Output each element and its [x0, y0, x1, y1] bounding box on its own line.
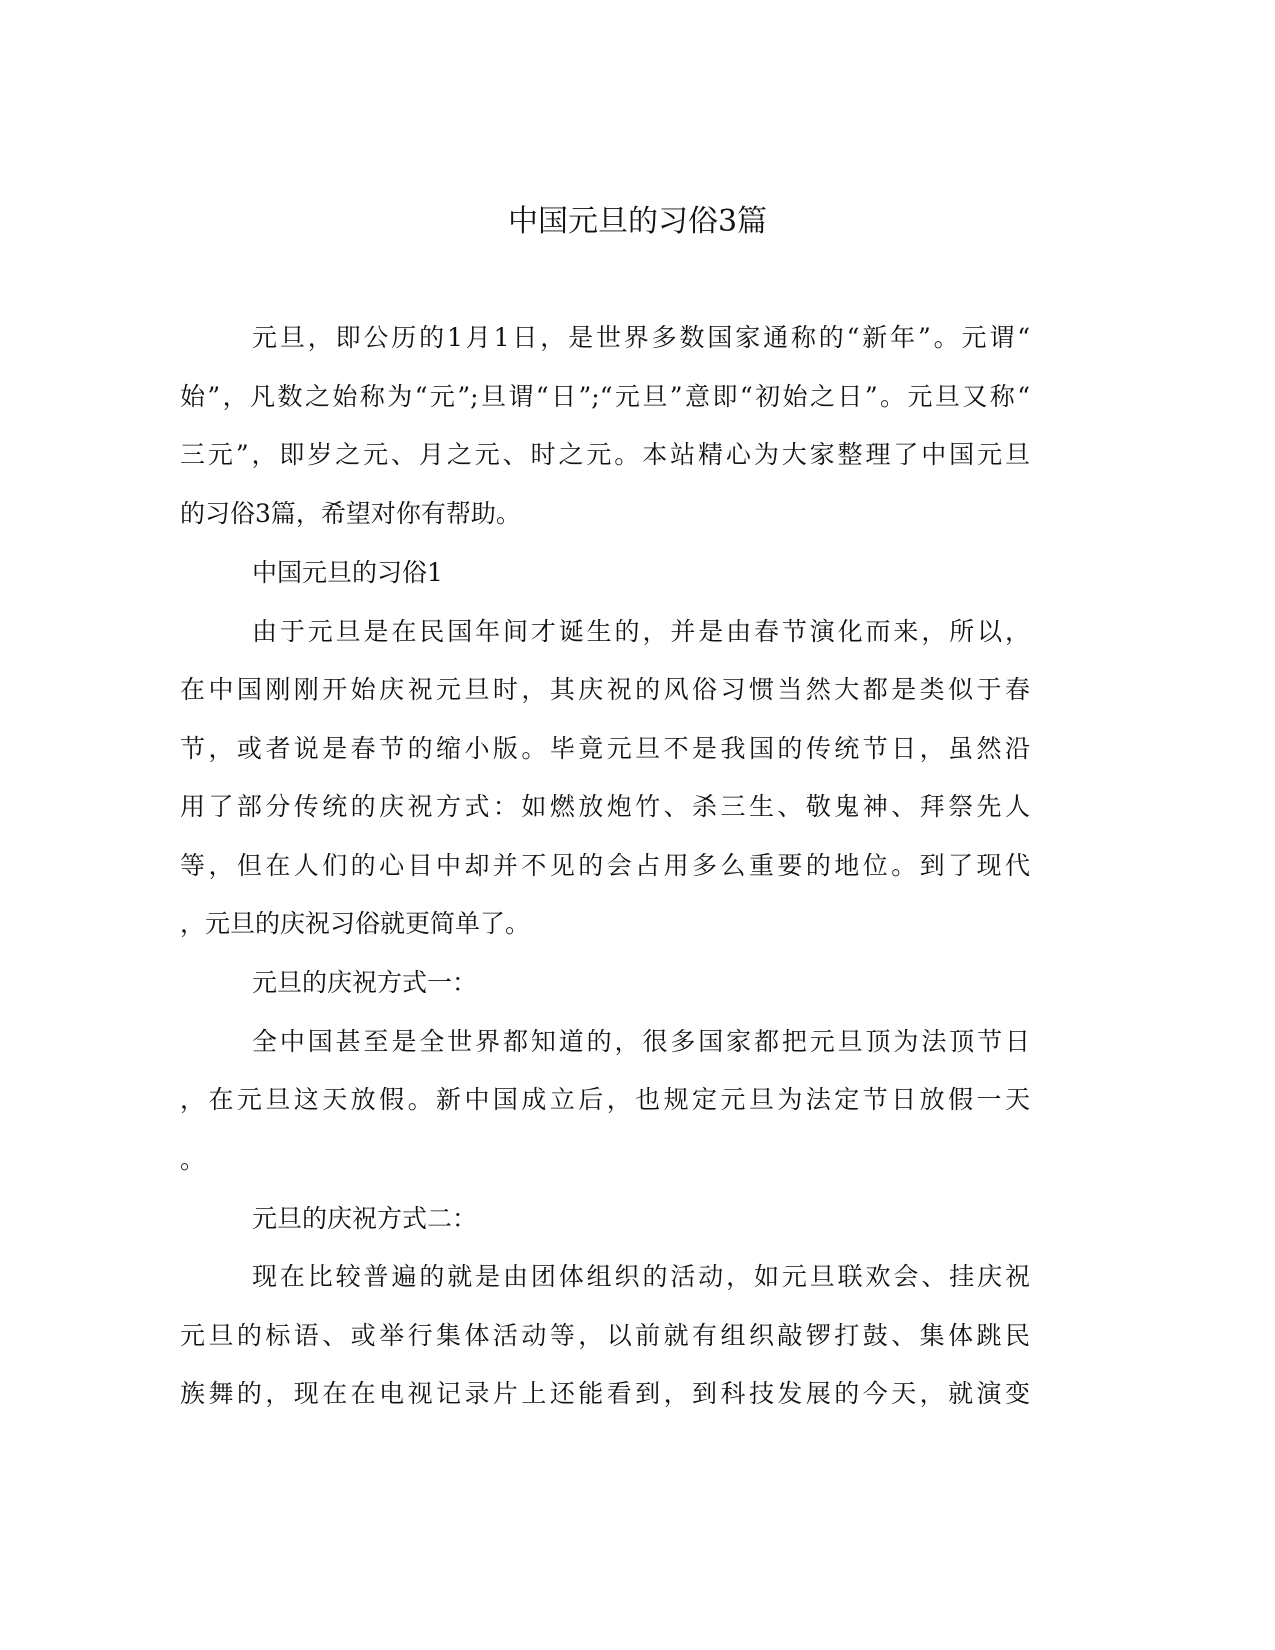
text-line: 全中国甚至是全世界都知道的，很多国家都把元旦顶为法顶节日: [252, 1027, 1030, 1056]
text-line: ，元旦的庆祝习俗就更简单了。: [180, 909, 531, 938]
text-line: 用了部分传统的庆祝方式：如燃放炮竹、杀三生、敬鬼神、拜祭先人: [180, 792, 1030, 821]
text-line: 始”，凡数之始称为“元”;旦谓“日”;“元旦”意即“初始之日”。元旦又称“: [180, 382, 1030, 411]
text-line: 元旦的标语、或举行集体活动等，以前就有组织敲锣打鼓、集体跳民: [180, 1321, 1030, 1350]
text-line: 在中国刚刚开始庆祝元旦时，其庆祝的风俗习惯当然大都是类似于春: [180, 675, 1030, 704]
text-line: 节，或者说是春节的缩小版。毕竟元旦不是我国的传统节日，虽然沿: [180, 734, 1030, 763]
text-line: 等，但在人们的心目中却并不见的会占用多么重要的地位。到了现代: [180, 851, 1030, 880]
text-line: ，在元旦这天放假。新中国成立后，也规定元旦为法定节日放假一天: [180, 1085, 1030, 1114]
text-line: 族舞的，现在在电视记录片上还能看到，到科技发展的今天，就演变: [180, 1379, 1030, 1408]
text-line: 由于元旦是在民国年间才诞生的，并是由春节演化而来，所以，: [252, 617, 1030, 646]
subheading: 元旦的庆祝方式二：: [252, 1204, 478, 1233]
section-heading: 中国元旦的习俗1: [252, 558, 443, 587]
text-line: 现在比较普遍的就是由团体组织的活动，如元旦联欢会、挂庆祝: [252, 1262, 1030, 1291]
text-line: 的习俗3篇，希望对你有帮助。: [180, 499, 521, 528]
subheading: 元旦的庆祝方式一：: [252, 968, 478, 997]
text-line: 。: [180, 1145, 206, 1174]
document-title: 中国元旦的习俗3篇: [507, 204, 768, 239]
text-line: 元旦，即公历的1月1日，是世界多数国家通称的“新年”。元谓“: [252, 323, 1030, 352]
text-line: 三元”，即岁之元、月之元、时之元。本站精心为大家整理了中国元旦: [180, 440, 1030, 469]
